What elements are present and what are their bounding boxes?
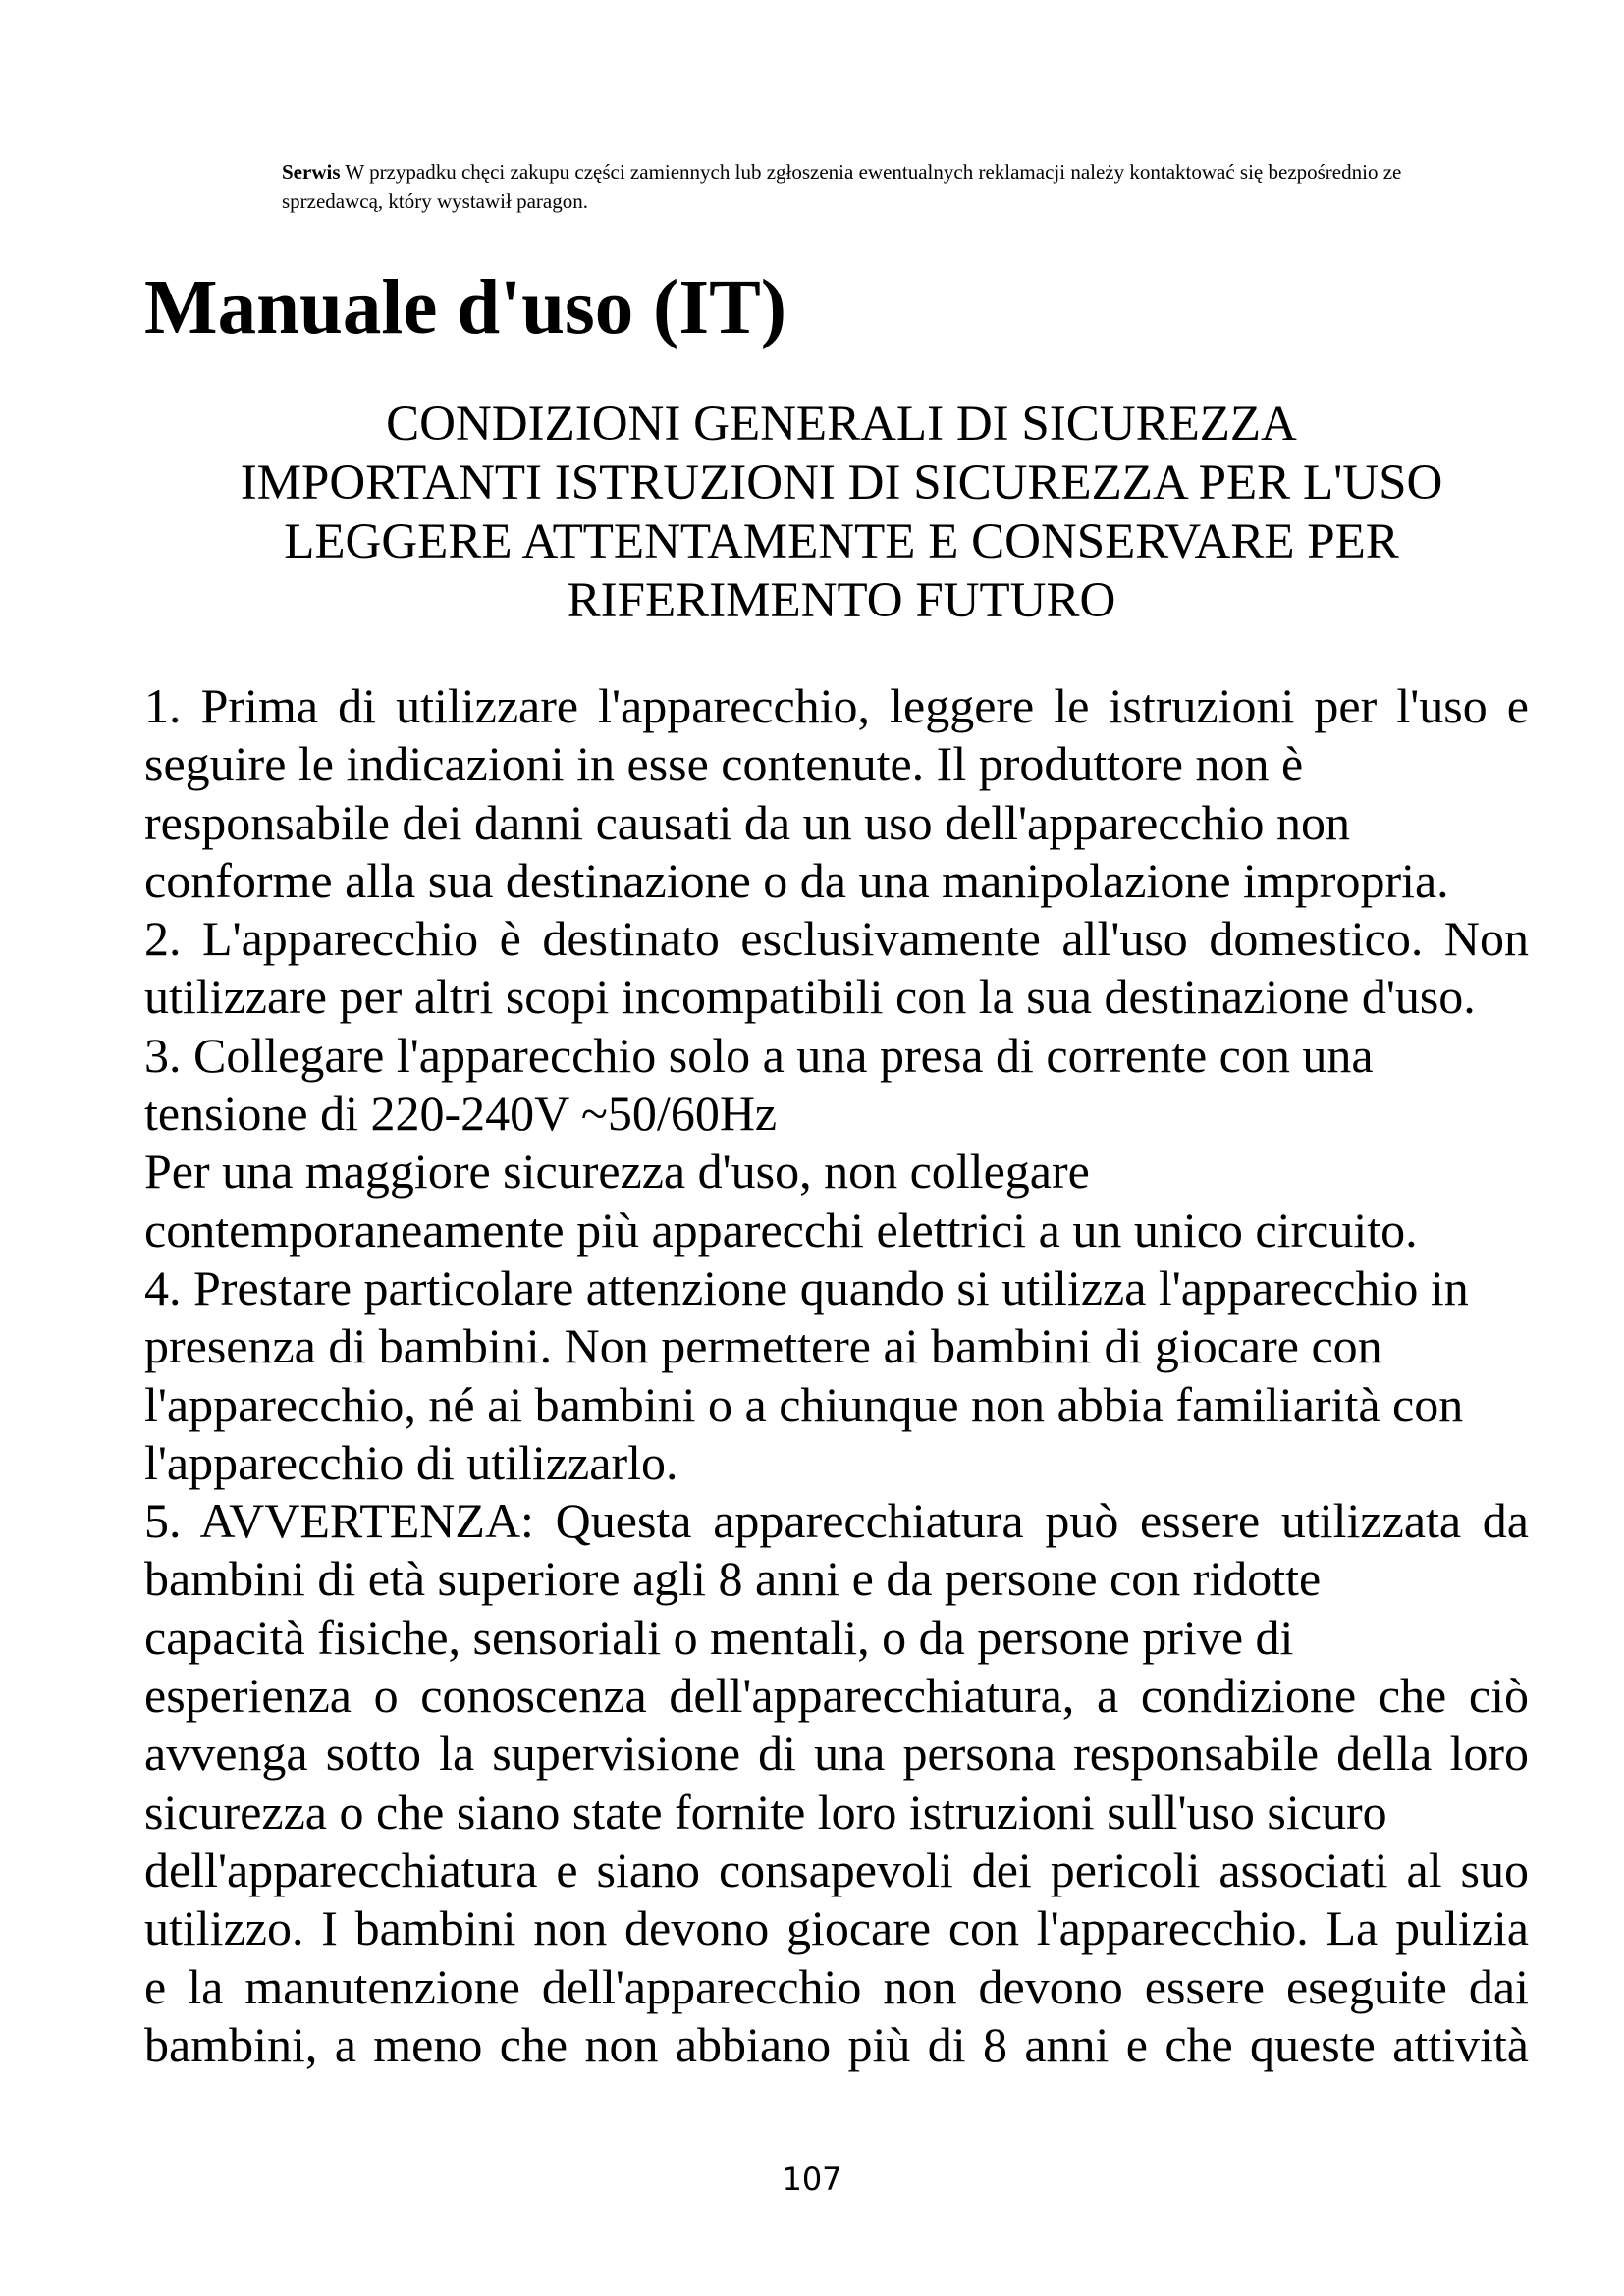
service-note-text-1: W przypadku chęci zakupu części zamiennych lub zgłoszenia ewentualnych reklamacji należy kontaktować się bezpośrednio ze <box>345 160 1402 184</box>
safety-header-line: LEGGERE ATTENTAMENTE E CONSERVARE PER <box>284 514 1399 569</box>
body-line: tensione di 220-240V ~50/60Hz <box>144 1086 778 1142</box>
service-note-label: Serwis <box>282 160 341 184</box>
service-note-text-2: sprzedawcą, który wystawił paragon. <box>282 189 588 213</box>
body-line: bambini di età superiore agli 8 anni e da persone con ridotte <box>144 1551 1322 1607</box>
body-line: 4. Prestare particolare attenzione quando si utilizza l'apparecchio in <box>144 1259 1469 1315</box>
body-line: 2. L'apparecchio è destinato esclusivamente all'uso domestico. Non <box>144 911 1529 967</box>
body-line: sicurezza o che siano state fornite loro istruzioni sull'uso sicuro <box>144 1784 1387 1840</box>
body-line: l'apparecchio, né ai bambini o a chiunque non abbia familiarità con <box>144 1376 1464 1432</box>
body-line: 1. Prima di utilizzare l'apparecchio, leggere le istruzioni per l'uso e <box>144 678 1529 733</box>
body-line: avvenga sotto la supervisione di una persona responsabile della loro <box>144 1726 1529 1782</box>
body-line: bambini, a meno che non abbiano più di 8 anni e che queste attività <box>144 2016 1529 2072</box>
body-line: dell'apparecchiatura e siano consapevoli dei pericoli associati al suo <box>144 1842 1529 1897</box>
safety-header-line: IMPORTANTI ISTRUZIONI DI SICUREZZA PER L'USO <box>240 455 1443 510</box>
body-line: 5. AVVERTENZA: Questa apparecchiatura può essere utilizzata da <box>144 1493 1529 1549</box>
body-line: e la manutenzione dell'apparecchio non devono essere eseguite dai <box>144 1958 1529 2014</box>
service-note <box>282 157 1489 216</box>
body-line: contemporaneamente più apparecchi elettrici a un unico circuito. <box>144 1201 1418 1257</box>
service-note-line-1 <box>282 157 1489 187</box>
body-line: capacità fisiche, sensoriali o mentali, o da persone prive di <box>144 1609 1294 1665</box>
body-line: conforme alla sua destinazione o da una manipolazione impropria. <box>144 852 1449 908</box>
page-number: 107 <box>782 2161 842 2198</box>
body-line: seguire le indicazioni in esse contenute. Il produttore non è <box>144 736 1304 792</box>
body-line: responsabile dei danni causati da un uso dell'apparecchio non <box>144 794 1351 850</box>
body-line: utilizzo. I bambini non devono giocare con l'apparecchio. La pulizia <box>144 1900 1529 1956</box>
body-line: esperienza o conoscenza dell'apparecchiatura, a condizione che ciò <box>144 1668 1529 1724</box>
manual-title: Manuale d'uso (IT) <box>144 265 787 350</box>
safety-header <box>144 395 1539 630</box>
safety-header-line: RIFERIMENTO FUTURO <box>567 573 1116 628</box>
safety-header-line: CONDIZIONI GENERALI DI SICUREZZA <box>386 397 1297 452</box>
body-line: l'apparecchio di utilizzarlo. <box>144 1434 678 1490</box>
body-line: Per una maggiore sicurezza d'uso, non collegare <box>144 1144 1090 1200</box>
body-line: presenza di bambini. Non permettere ai bambini di giocare con <box>144 1318 1382 1374</box>
body-line: 3. Collegare l'apparecchio solo a una presa di corrente con una <box>144 1027 1374 1083</box>
body-line: utilizzare per altri scopi incompatibili con la sua destinazione d'uso. <box>144 969 1476 1025</box>
safety-instructions-body <box>144 677 1529 2074</box>
